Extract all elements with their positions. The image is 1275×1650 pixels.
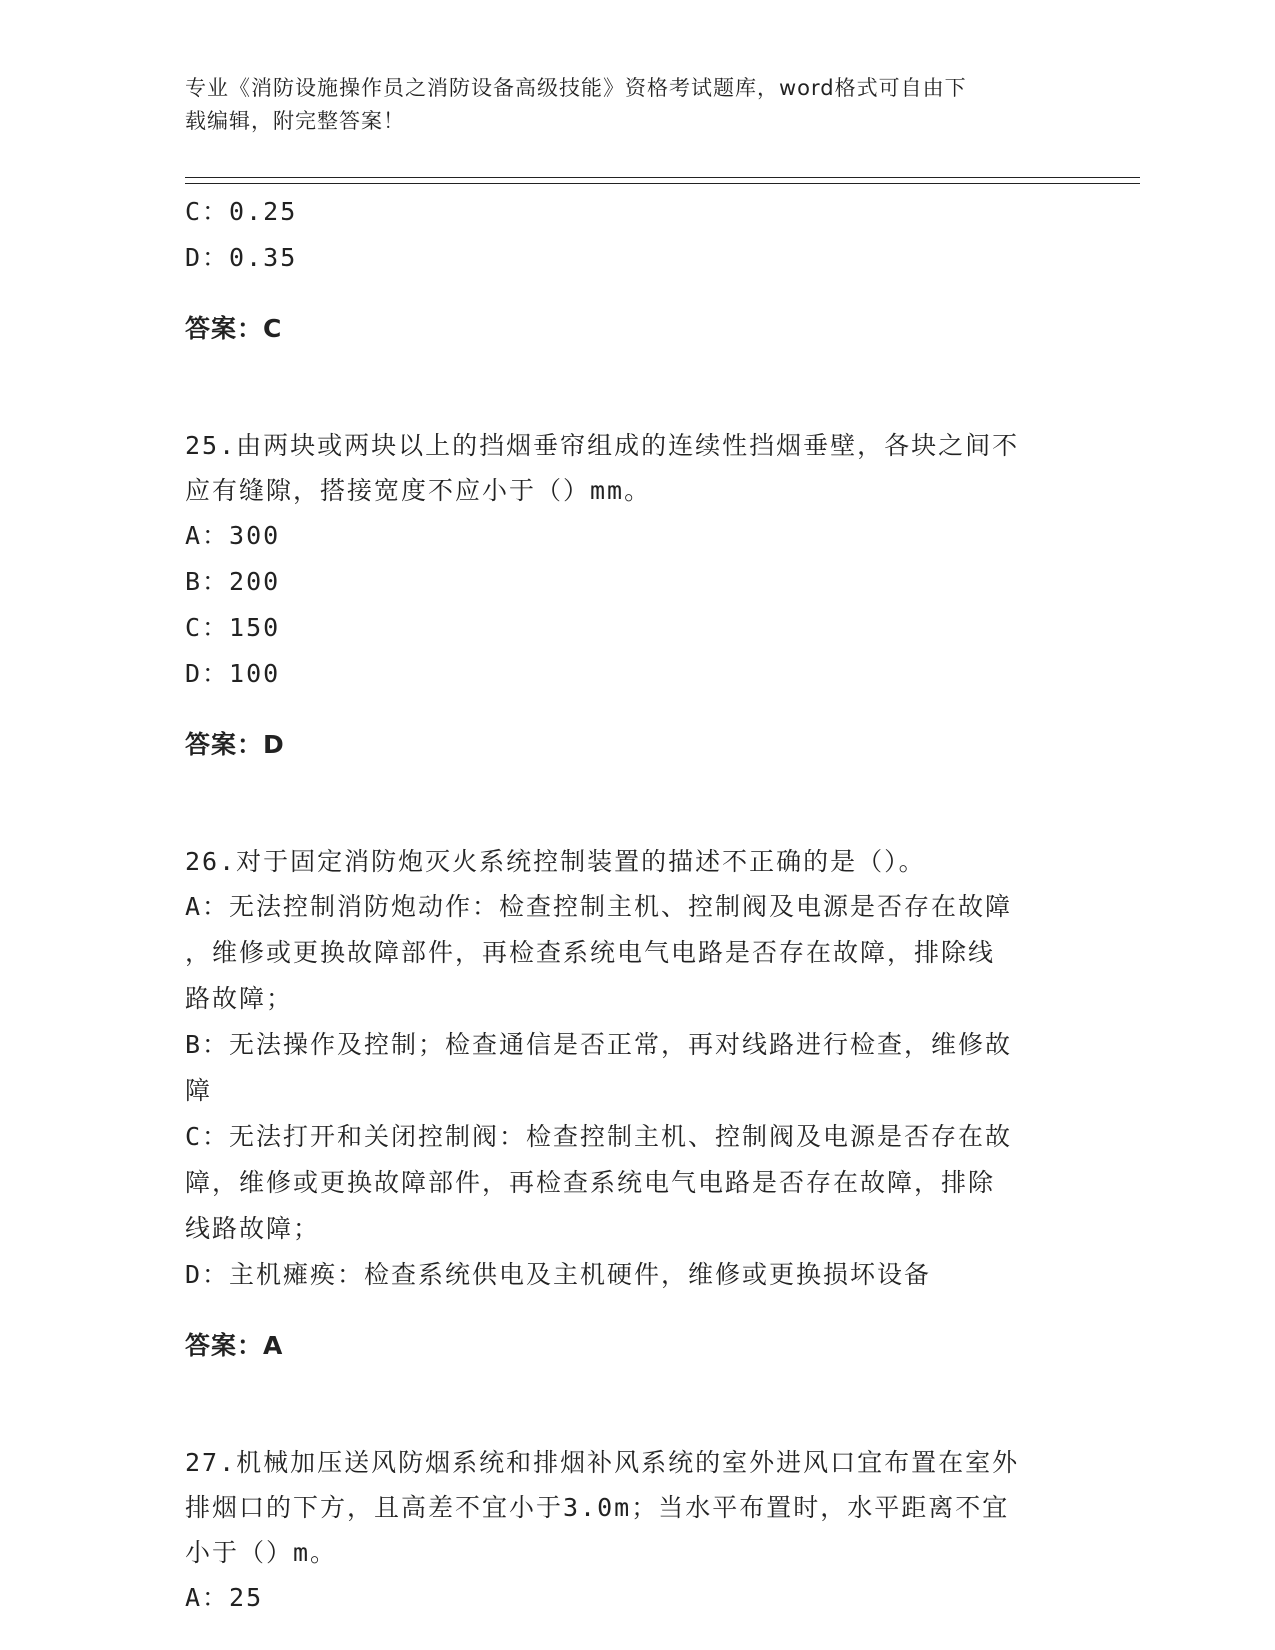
spacer — [185, 1394, 1065, 1440]
option-d: D：0.35 — [185, 243, 298, 272]
answer-label: 答案： — [185, 1331, 264, 1360]
question-text-line: 小于（）m。 — [185, 1538, 338, 1567]
option-text-line: 障 — [185, 1076, 213, 1105]
option-a: A：300 — [185, 521, 281, 550]
document-header — [185, 72, 1065, 138]
option-text-line: A：无法控制消防炮动作：检查控制主机、控制阀及电源是否存在故障 — [185, 892, 1013, 921]
option-c — [185, 1114, 1065, 1252]
question-text-line: 25.由两块或两块以上的挡烟垂帘组成的连续性挡烟垂壁，各块之间不 — [185, 431, 1020, 460]
header-divider-top — [185, 177, 1140, 178]
option-b: B：200 — [185, 567, 281, 596]
question-27 — [185, 1440, 1065, 1621]
header-line-1: 专业《消防设施操作员之消防设备高级技能》资格考试题库，word格式可自由下 — [185, 76, 967, 100]
header-divider-bottom — [185, 183, 1140, 184]
option-a — [185, 884, 1065, 1022]
option-c: C：0.25 — [185, 197, 298, 226]
option-text-line: 线路故障； — [185, 1214, 321, 1243]
answer-label: 答案： — [185, 730, 264, 759]
answer-line — [185, 1323, 1065, 1369]
option-text-line: 路故障； — [185, 984, 294, 1013]
question-26 — [185, 839, 1065, 1369]
option-d — [185, 1252, 1065, 1298]
question-25 — [185, 423, 1065, 768]
option-text-line: D：主机瘫痪：检查系统供电及主机硬件，维修或更换损坏设备 — [185, 1260, 932, 1289]
spacer — [185, 793, 1065, 839]
answer-line — [185, 722, 1065, 768]
question-text-line: 应有缝隙，搭接宽度不应小于（）mm。 — [185, 476, 652, 505]
header-line-2: 载编辑，附完整答案！ — [185, 109, 405, 133]
question-content — [185, 189, 1065, 1621]
option-a: A：25 — [185, 1583, 264, 1612]
answer-label: 答案： — [185, 314, 264, 343]
spacer — [185, 377, 1065, 423]
option-text-line: 障，维修或更换故障部件，再检查系统电气电路是否存在故障，排除 — [185, 1168, 996, 1197]
option-text-line: B：无法操作及控制；检查通信是否正常，再对线路进行检查，维修故 — [185, 1030, 1013, 1059]
question-text-line: 26.对于固定消防炮灭火系统控制装置的描述不正确的是（）。 — [185, 847, 926, 876]
question-text-line: 27.机械加压送风防烟系统和排烟补风系统的室外进风口宜布置在室外 — [185, 1448, 1020, 1477]
option-text-line: ，维修或更换故障部件，再检查系统电气电路是否存在故障，排除线 — [185, 938, 996, 967]
answer-value: C — [263, 314, 283, 343]
option-b — [185, 1022, 1065, 1114]
option-d: D：100 — [185, 659, 281, 688]
answer-value: D — [263, 730, 285, 759]
prev-question — [185, 189, 1065, 352]
option-text-line: C：无法打开和关闭控制阀：检查控制主机、控制阀及电源是否存在故 — [185, 1122, 1013, 1151]
option-c: C：150 — [185, 613, 281, 642]
answer-line — [185, 306, 1065, 352]
question-text-line: 排烟口的下方，且高差不宜小于3.0m；当水平布置时，水平距离不宜 — [185, 1493, 1010, 1522]
answer-value: A — [263, 1331, 284, 1360]
